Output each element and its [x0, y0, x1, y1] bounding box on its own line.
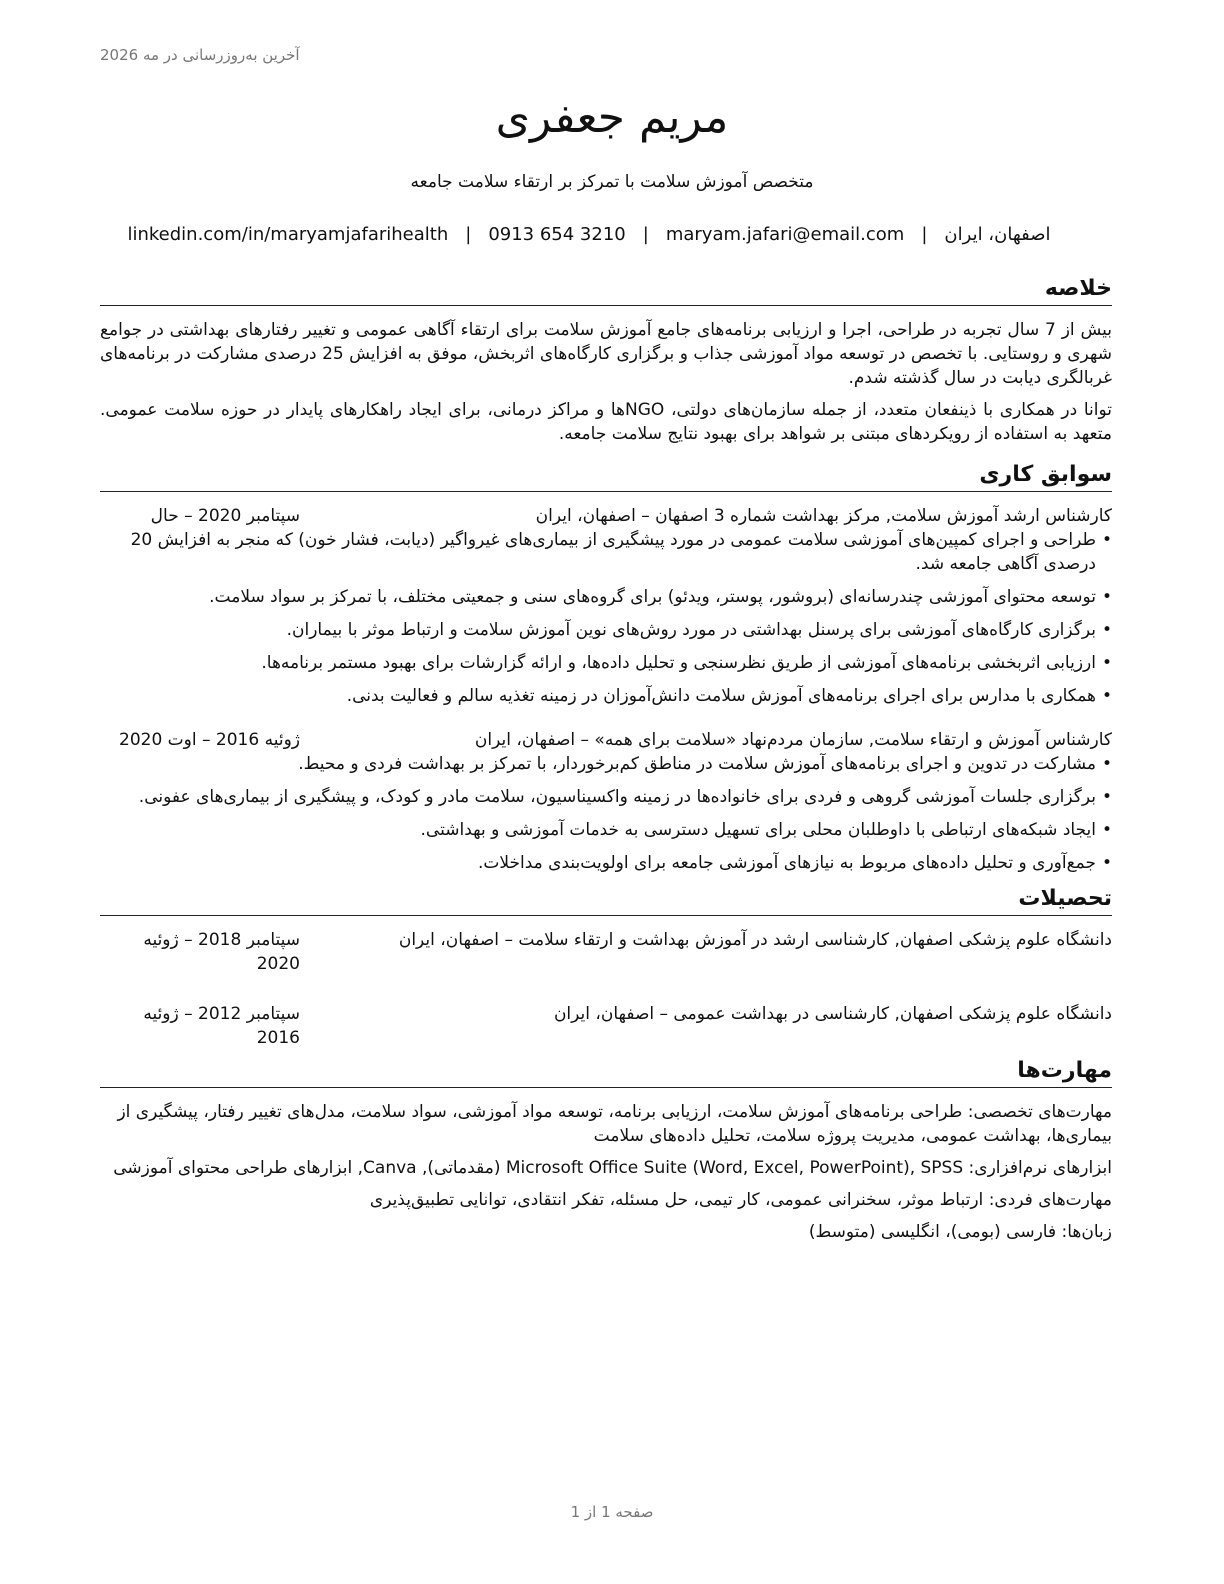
education-section — [100, 884, 1112, 1050]
list-item: • مشارکت در تدوین و اجرای برنامه‌های آموزش سلامت در مناطق کم‌برخوردار، با تمرکز بر بهداشت فردی و محیط. — [298, 754, 1112, 774]
experience-section — [100, 460, 1112, 875]
job-entry — [100, 728, 1112, 875]
job-header — [100, 504, 1112, 528]
skills-line: زبان‌ها: فارسی (بومی)، انگلیسی (متوسط) — [808, 1222, 1112, 1242]
skills-line: مهارت‌های فردی: ارتباط موثر، سخنرانی عمومی، کار تیمی، حل مسئله، تفکر انتقادی، توانایی تطبیق‌پذیری — [369, 1190, 1112, 1210]
list-item: • توسعه محتوای آموزشی چندرسانه‌ای (بروشور، پوستر، ویدئو) برای گروه‌های سنی و جمعیتی مختلف، با تمرکز بر سواد سلامت. — [209, 587, 1112, 607]
contact-linkedin[interactable]: linkedin.com/in/maryamjafarihealth — [127, 224, 449, 245]
job-bullets — [100, 528, 1112, 708]
skills-line: مهارت‌های تخصصی: طراحی برنامه‌های آموزش سلامت، ارزیابی برنامه، توسعه مواد آموزشی، سواد سلامت، مدل‌های تغییر رفتار، پیشگیری از بیماری‌ها، بهداشت عمومی، مدیریت پروژه سلامت، تحلیل داده‌های سلامت — [117, 1102, 1112, 1146]
list-item: • برگزاری کارگاه‌های آموزشی برای پرسنل بهداشتی در مورد روش‌های نوین آموزش سلامت و ارتباط موثر با بیماران. — [286, 620, 1112, 640]
contact-phone[interactable]: 0913 654 3210 — [488, 224, 626, 245]
job-date: ژوئیه 2016 – اوت 2020 — [119, 730, 300, 750]
list-item: • ایجاد شبکه‌های ارتباطی با داوطلبان محلی برای تسهیل دسترسی به خدمات آموزشی و بهداشتی. — [420, 820, 1112, 840]
resume-content — [100, 274, 1112, 1252]
contact-location: اصفهان، ایران — [944, 224, 1051, 245]
job-date: سپتامبر 2020 – حال — [150, 506, 300, 526]
list-item: • ارزیابی اثربخشی برنامه‌های آموزشی از طریق نظرسنجی و تحلیل داده‌ها، و ارائه گزارشات برای بهبود مستمر برنامه‌ها. — [261, 653, 1112, 673]
summary-section — [100, 274, 1112, 446]
candidate-name: مریم جعفری — [495, 92, 729, 143]
list-item: • جمع‌آوری و تحلیل داده‌های مربوط به نیازهای آموزشی جامعه برای اولویت‌بندی مداخلات. — [477, 853, 1112, 873]
list-item: • برگزاری جلسات آموزشی گروهی و فردی برای خانواده‌ها در زمینه واکسیناسیون، سلامت مادر و کودک، و پیشگیری از بیماری‌های عفونی. — [138, 787, 1112, 807]
education-date: سپتامبر 2018 – ژوئیه 2020 — [143, 930, 300, 974]
contact-line — [100, 224, 1078, 245]
skills-heading: مهارت‌ها — [100, 1056, 1112, 1088]
page-number: صفحه 1 از 1 — [570, 1503, 654, 1521]
education-title: دانشگاه علوم پزشکی اصفهان, کارشناسی ارشد در آموزش بهداشت و ارتقاء سلامت – اصفهان، ایران — [398, 930, 1112, 950]
list-item: • همکاری با مدارس برای اجرای برنامه‌های آموزش سلامت دانش‌آموزان در زمینه تغذیه سالم و فعالیت بدنی. — [346, 686, 1112, 706]
education-item — [100, 928, 1112, 976]
summary-heading: خلاصه — [100, 274, 1112, 306]
education-heading: تحصیلات — [100, 884, 1112, 916]
contact-separator: | — [642, 224, 649, 245]
last-updated: آخرین به‌روزرسانی در مه 2026 — [100, 46, 300, 64]
experience-heading: سوابق کاری — [100, 460, 1112, 492]
contact-separator: | — [465, 224, 472, 245]
candidate-tagline: متخصص آموزش سلامت با تمرکز بر ارتقاء سلامت جامعه — [410, 172, 814, 192]
education-item — [100, 1002, 1112, 1050]
skills-section — [100, 1056, 1112, 1244]
education-date: سپتامبر 2012 – ژوئیه 2016 — [143, 1004, 300, 1048]
list-item: • طراحی و اجرای کمپین‌های آموزشی سلامت عمومی در مورد پیشگیری از بیماری‌های غیرواگیر (دیابت، فشار خون) که منجر به افزایش 20 درصدی آگاهی جامعه شد. — [130, 530, 1112, 574]
skills-line: ابزارهای نرم‌افزاری: Microsoft Office Suite (Word, Excel, PowerPoint), SPSS (مقدماتی), Canva, ابزارهای طراحی محتوای آموزشی — [113, 1158, 1112, 1178]
education-title: دانشگاه علوم پزشکی اصفهان, کارشناسی در بهداشت عمومی – اصفهان، ایران — [553, 1004, 1112, 1024]
job-title: کارشناس ارشد آموزش سلامت, مرکز بهداشت شماره 3 اصفهان – اصفهان، ایران — [535, 506, 1112, 526]
contact-separator: | — [921, 224, 928, 245]
job-entry — [100, 504, 1112, 708]
contact-email[interactable]: maryam.jafari@email.com — [665, 224, 905, 245]
job-title: کارشناس آموزش و ارتقاء سلامت, سازمان مردم‌نهاد «سلامت برای همه» – اصفهان، ایران — [474, 730, 1112, 750]
job-bullets — [100, 752, 1112, 875]
job-header — [100, 728, 1112, 752]
summary-paragraph: توانا در همکاری با ذینفعان متعدد، از جمله سازمان‌های دولتی، NGOها و مراکز درمانی، برای ایجاد راهکارهای پایدار در حوزه سلامت عمومی. متعهد به استفاده از رویکردهای مبتنی بر شواهد برای بهبود نتایج سلامت جامعه. — [100, 400, 1112, 444]
summary-paragraph: بیش از 7 سال تجربه در طراحی، اجرا و ارزیابی برنامه‌های جامع آموزش سلامت برای ارتقاء آگاهی عمومی و تغییر رفتارهای بهداشتی در جوامع شهری و روستایی. با تخصص در توسعه مواد آموزشی جذاب و برگزاری کارگاه‌های اثربخش، موفق به افزایش 25 درصدی مشارکت در برنامه‌های غربالگری دیابت در سال گذشته شدم. — [100, 320, 1113, 388]
